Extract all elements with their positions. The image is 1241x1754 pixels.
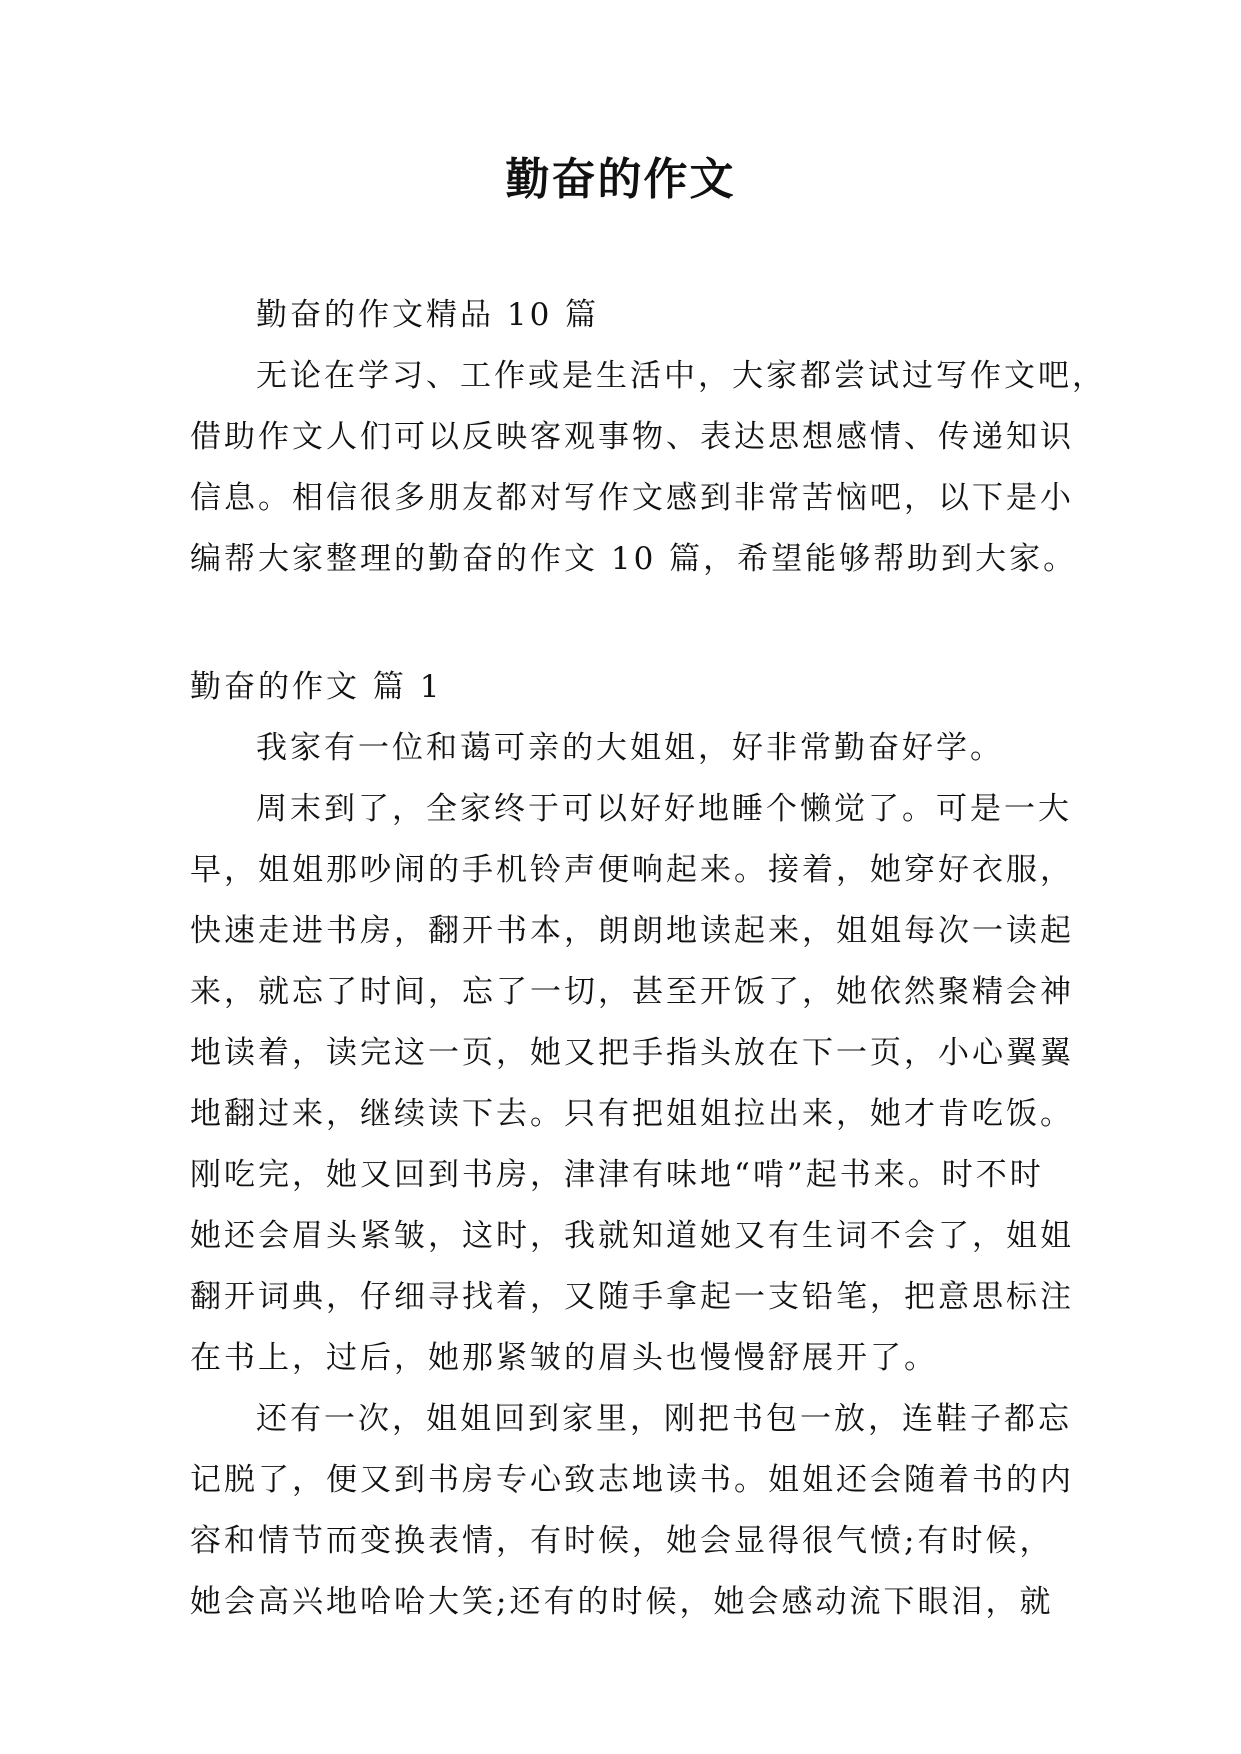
paragraph-1: 我家有一位和蔼可亲的大姐姐，好非常勤奋好学。	[256, 730, 1004, 766]
intro-line: 借助作文人们可以反映客观事物、表达思想感情、传递知识	[190, 419, 1074, 455]
paragraph-line: 容和情节而变换表情，有时候，她会显得很气愤;有时候，	[190, 1523, 1054, 1559]
paragraph-line: 刚吃完，她又回到书房，津津有味地“啃”起书来。时不时	[190, 1157, 1044, 1193]
paragraph-line: 快速走进书房，翻开书本，朗朗地读起来，姐姐每次一读起	[190, 913, 1074, 949]
document-body	[190, 285, 1106, 1633]
intro-line: 无论在学习、工作或是生活中，大家都尝试过写作文吧，	[256, 358, 1106, 394]
subtitle: 勤奋的作文精品 10 篇	[256, 297, 600, 333]
paragraph-line: 记脱了，便又到书房专心致志地读书。姐姐还会随着书的内	[190, 1462, 1074, 1498]
paragraph-line: 早，姐姐那吵闹的手机铃声便响起来。接着，她穿好衣服，	[190, 852, 1074, 888]
section-gap	[190, 590, 1070, 657]
paragraph-line: 周末到了，全家终于可以好好地睡个懒觉了。可是一大	[256, 791, 1072, 827]
paragraph-line: 她还会眉头紧皱，这时，我就知道她又有生词不会了，姐姐	[190, 1218, 1074, 1254]
section-heading: 勤奋的作文 篇 1	[190, 669, 443, 705]
intro-line: 信息。相信很多朋友都对写作文感到非常苦恼吧，以下是小	[190, 480, 1074, 516]
paragraph-3	[190, 1389, 1074, 1633]
paragraph-line: 还有一次，姐姐回到家里，刚把书包一放，连鞋子都忘	[256, 1401, 1072, 1437]
paragraph-line: 在书上，过后，她那紧皱的眉头也慢慢舒展开了。	[190, 1340, 938, 1376]
document-title: 勤奋的作文	[505, 154, 736, 205]
paragraph-line: 来，就忘了时间，忘了一切，甚至开饭了，她依然聚精会神	[190, 974, 1074, 1010]
paragraph-line: 地翻过来，继续读下去。只有把姐姐拉出来，她才肯吃饭。	[190, 1096, 1074, 1132]
paragraph-line: 翻开词典，仔细寻找着，又随手拿起一支铅笔，把意思标注	[190, 1279, 1074, 1315]
intro-line: 编帮大家整理的勤奋的作文 10 篇，希望能够帮助到大家。	[190, 541, 1078, 577]
paragraph-2	[190, 779, 1074, 1389]
paragraph-line: 她会高兴地哈哈大笑;还有的时候，她会感动流下眼泪，就	[190, 1584, 1054, 1620]
intro-paragraph	[190, 346, 1106, 590]
paragraph-line: 地读着，读完这一页，她又把手指头放在下一页，小心翼翼	[190, 1035, 1074, 1071]
